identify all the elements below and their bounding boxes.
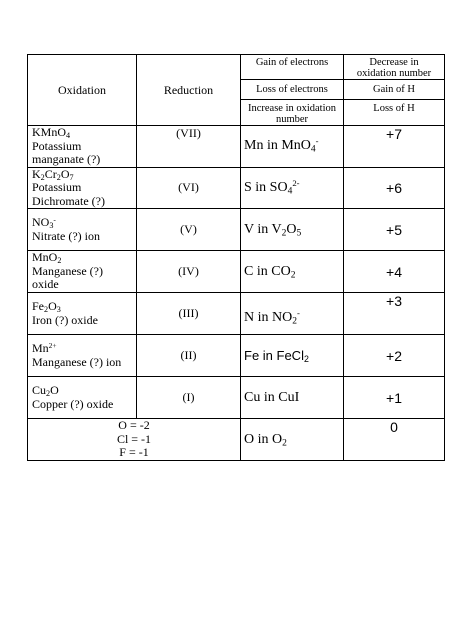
example-cell: N in $NO_2^-$ — [241, 293, 344, 335]
header-loss-electrons: Loss of electrons — [241, 80, 344, 100]
oxidation-state-numeral: (III) — [137, 293, 241, 335]
compound-cell: $K_2Cr_2O_7$ Potassium Dichromate (?) — [28, 167, 137, 209]
example-cell: Cu in CuI — [241, 377, 344, 419]
example-cell: V in $V_2O_5$ — [241, 209, 344, 251]
table-row — [28, 335, 445, 377]
header-oxidation: Oxidation — [28, 55, 137, 126]
header-gain-electrons: Gain of electrons — [241, 55, 344, 80]
example-cell: C in $CO_2$ — [241, 251, 344, 293]
oxidation-state-numeral: (II) — [137, 335, 241, 377]
oxidation-state-numeral: (IV) — [137, 251, 241, 293]
oxidation-state-numeral: (VI) — [137, 167, 241, 209]
common-oxidation-states: O = -2 Cl = -1 F = -1 — [28, 419, 241, 461]
example-cell: S in $SO_4^{2-}$ — [241, 167, 344, 209]
compound-cell: $Fe_2O_3$ Iron (?) oxide — [28, 293, 137, 335]
oxidation-state-numeral: (V) — [137, 209, 241, 251]
table-row — [28, 419, 445, 461]
example-cell: O in $O_2$ — [241, 419, 344, 461]
oxidation-number: +5 — [344, 209, 445, 251]
compound-cell: MnO$_2$ Manganese (?) oxide — [28, 251, 137, 293]
oxidation-number: +2 — [344, 335, 445, 377]
table-row — [28, 126, 445, 168]
compound-cell: $Cu_2O$ Copper (?) oxide — [28, 377, 137, 419]
oxidation-number: +4 — [344, 251, 445, 293]
header-increase-oxidation-number: Increase in oxidation number — [241, 100, 344, 126]
header-decrease-oxidation-number: Decrease in oxidation number — [344, 55, 445, 80]
oxidation-state-numeral: (VII) — [137, 126, 241, 168]
compound-cell: KMnO$_4$ Potassium manganate (?) — [28, 126, 137, 168]
example-cell: Mn in MnO$_4$- — [241, 126, 344, 168]
table-row — [28, 377, 445, 419]
oxidation-number: 0 — [344, 419, 445, 461]
example-cell: Fe in FeCl$_2$ — [241, 335, 344, 377]
oxidation-state-numeral: (I) — [137, 377, 241, 419]
compound-cell: $Mn^{2+}$ Manganese (?) ion — [28, 335, 137, 377]
oxidation-number: +3 — [344, 293, 445, 335]
header-gain-h: Gain of H — [344, 80, 445, 100]
table-row — [28, 209, 445, 251]
compound-cell: $NO_3^-$ Nitrate (?) ion — [28, 209, 137, 251]
header-loss-h: Loss of H — [344, 100, 445, 126]
table-row — [28, 167, 445, 209]
header-reduction: Reduction — [137, 55, 241, 126]
oxidation-number: +1 — [344, 377, 445, 419]
table-row — [28, 293, 445, 335]
oxidation-reduction-table — [27, 54, 445, 461]
oxidation-number: +7 — [344, 126, 445, 168]
oxidation-number: +6 — [344, 167, 445, 209]
table-row — [28, 251, 445, 293]
